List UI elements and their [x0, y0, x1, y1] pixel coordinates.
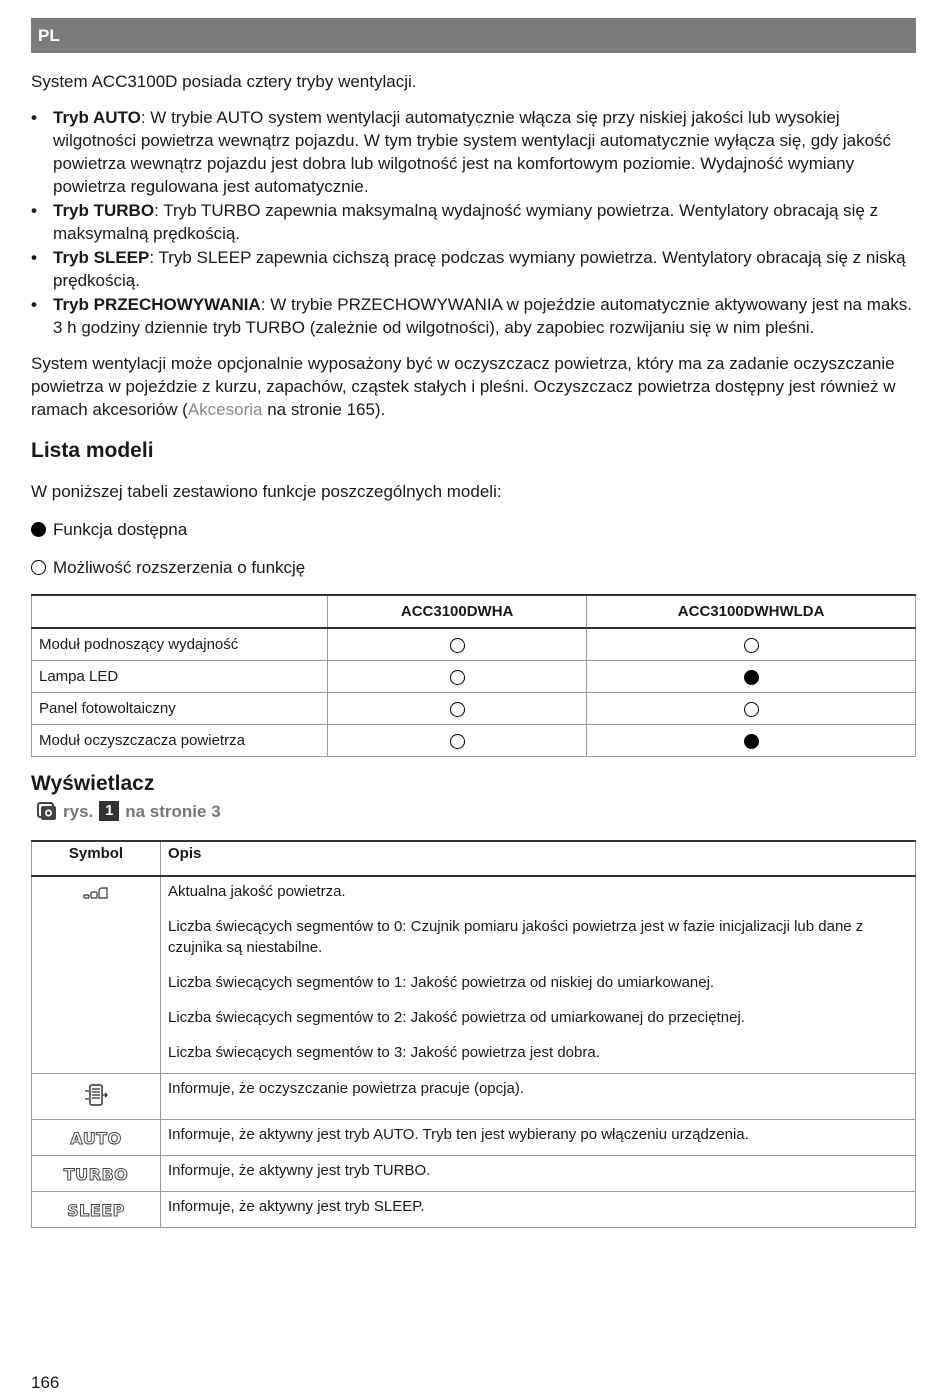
mode-item-storage: • Tryb PRZECHOWYWANIA: W trybie PRZECHOWYWANIA w pojeździe automatycznie aktywowany jest na maks. 3 h godziny dziennie tryb TURBO (zależnie od wilgotności), aby zapobiec rozwijaniu się w nim pleśni. — [31, 295, 913, 337]
description-line: Liczba świecących segmentów to 1: Jakość powietrza od niskiej do umiarkowanej. — [168, 974, 715, 991]
empty-circle-icon — [744, 702, 759, 717]
page-number: 166 — [31, 1373, 60, 1392]
empty-circle-icon — [450, 702, 465, 717]
mode-item-turbo: • Tryb TURBO: Tryb TURBO zapewnia maksymalną wydajność wymiany powietrza. Wentylatory obracają się z maksymalną prędkością. — [31, 201, 879, 243]
sleep-mode-icon: SLEEP — [67, 1201, 125, 1220]
language-header-bar — [31, 18, 916, 53]
models-section-title: Lista modeli — [31, 439, 154, 462]
filled-circle-icon — [31, 522, 46, 537]
table-row — [32, 1120, 916, 1156]
description-line: Liczba świecących segmentów to 3: Jakość powietrza jest dobra. — [168, 1044, 600, 1061]
table-row — [32, 693, 916, 725]
table-row — [32, 1156, 916, 1192]
models-intro-text: W poniższej tabeli zestawiono funkcje poszczególnych modeli: — [31, 482, 502, 501]
empty-circle-icon — [744, 638, 759, 653]
mode-item-sleep: • Tryb SLEEP: Tryb SLEEP zapewnia cichszą pracę podczas wymiany powietrza. Wentylatory obracają się z niską prędkością. — [31, 248, 906, 290]
air-purifier-icon — [84, 1083, 108, 1107]
display-section-title: Wyświetlacz — [31, 772, 155, 795]
mode-text: : W trybie AUTO system wentylacji automatycznie włącza się przy niskiej jakości lub wysokiej wilgotności powietrza wewnątrz pojazdu. W tym trybie system wentylacji automatycznie wyłącza się, gdy jakość powietrza wewnątrz pojazdu jest dobra lub wilgotność jest na komfortowym poziomie. Wydajność wymiany powietrza regulowana jest automatycznie. — [53, 108, 892, 196]
column-header — [32, 595, 328, 628]
column-header: ACC3100DWHWLDA — [587, 595, 916, 628]
description-line: Informuje, że oczyszczanie powietrza pracuje (opcja). — [168, 1080, 524, 1097]
filled-circle-icon — [744, 734, 759, 749]
column-header-description: Opis — [161, 841, 916, 876]
ventilation-modes-list — [31, 106, 916, 339]
table-header-row — [32, 841, 916, 876]
accessories-link[interactable]: Akcesoria — [187, 400, 263, 419]
figure-reference: rys. 1 na stronie 3 — [37, 798, 916, 824]
turbo-mode-icon: TURBO — [63, 1165, 129, 1184]
feature-name: Lampa LED — [32, 661, 328, 693]
mode-text: : Tryb TURBO zapewnia maksymalną wydajność wymiany powietrza. Wentylatory obracają się z maksymalną prędkością. — [53, 201, 879, 243]
intro-text: System ACC3100D posiada cztery tryby wentylacji. — [31, 72, 417, 91]
mode-text: : Tryb SLEEP zapewnia cichszą pracę podczas wymiany powietrza. Wentylatory obracają się z niską prędkością. — [53, 248, 906, 290]
mode-name: Tryb AUTO — [53, 108, 141, 127]
description-line: Aktualna jakość powietrza. — [168, 883, 346, 900]
mode-item-auto: • Tryb AUTO: W trybie AUTO system wentylacji automatycznie włącza się przy niskiej jakości lub wysokiej wilgotności powietrza wewnątrz pojazdu. W tym trybie system wentylacji automatycznie wyłącza się, gdy jakość powietrza wewnątrz pojazdu jest dobra lub wilgotność jest na komfortowym poziomie. Wydajność wymiany powietrza regulowana jest automatycznie. — [31, 108, 892, 196]
description-line: Informuje, że aktywny jest tryb SLEEP. — [168, 1198, 425, 1215]
empty-circle-icon — [450, 638, 465, 653]
feature-name: Moduł oczyszczacza powietrza — [32, 725, 328, 757]
legend-available: Funkcja dostępna — [31, 518, 916, 541]
empty-circle-icon — [450, 670, 465, 685]
mode-name: Tryb PRZECHOWYWANIA — [53, 295, 261, 314]
table-row — [32, 876, 916, 1074]
column-header: ACC3100DWHA — [328, 595, 587, 628]
description-line: Liczba świecących segmentów to 2: Jakość powietrza od umiarkowanej do przeciętnej. — [168, 1009, 745, 1026]
mode-name: Tryb TURBO — [53, 201, 155, 220]
table-row — [32, 661, 916, 693]
figure-number: 1 — [99, 801, 119, 821]
language-label: PL — [38, 26, 60, 45]
table-row — [32, 1074, 916, 1120]
description-line: Informuje, że aktywny jest tryb AUTO. Tryb ten jest wybierany po włączeniu urządzenia. — [168, 1126, 749, 1143]
feature-name: Moduł podnoszący wydajność — [32, 628, 328, 661]
table-row — [32, 628, 916, 661]
table-row — [32, 725, 916, 757]
camera-icon — [37, 801, 57, 821]
display-symbols-table — [31, 840, 916, 1228]
empty-circle-icon — [450, 734, 465, 749]
air-quality-signal-icon — [83, 886, 109, 900]
description-line: Liczba świecących segmentów to 0: Czujnik pomiaru jakości powietrza jest w fazie inicjalizacji lub dane z czujnika są niestabilne. — [168, 918, 864, 956]
page-content — [31, 70, 916, 1228]
table-header-row — [32, 595, 916, 628]
models-table — [31, 594, 916, 757]
table-row — [32, 1192, 916, 1228]
column-header-symbol: Symbol — [32, 841, 161, 876]
empty-circle-icon — [31, 560, 46, 575]
description-line: Informuje, że aktywny jest tryb TURBO. — [168, 1162, 431, 1179]
mode-text: : W trybie PRZECHOWYWANIA w pojeździe automatycznie aktywowany jest na maks. 3 h godziny dziennie tryb TURBO (zależnie od wilgotności), aby zapobiec rozwijaniu się w nim pleśni. — [53, 295, 913, 337]
legend-expandable: Możliwość rozszerzenia o funkcję — [31, 556, 916, 579]
purifier-paragraph: System wentylacji może opcjonalnie wyposażony być w oczyszczacz powietrza, który ma za zadanie oczyszczanie powietrza w pojeździe z kurzu, zapachów, cząstek stałych i pleśni. Oczyszczacz powietrza dostępny jest również w ramach akcesoriów (Akcesoria na stronie 165). — [31, 354, 896, 419]
auto-mode-icon: AUTO — [70, 1129, 122, 1148]
filled-circle-icon — [744, 670, 759, 685]
mode-name: Tryb SLEEP — [53, 248, 150, 267]
feature-name: Panel fotowoltaiczny — [32, 693, 328, 725]
